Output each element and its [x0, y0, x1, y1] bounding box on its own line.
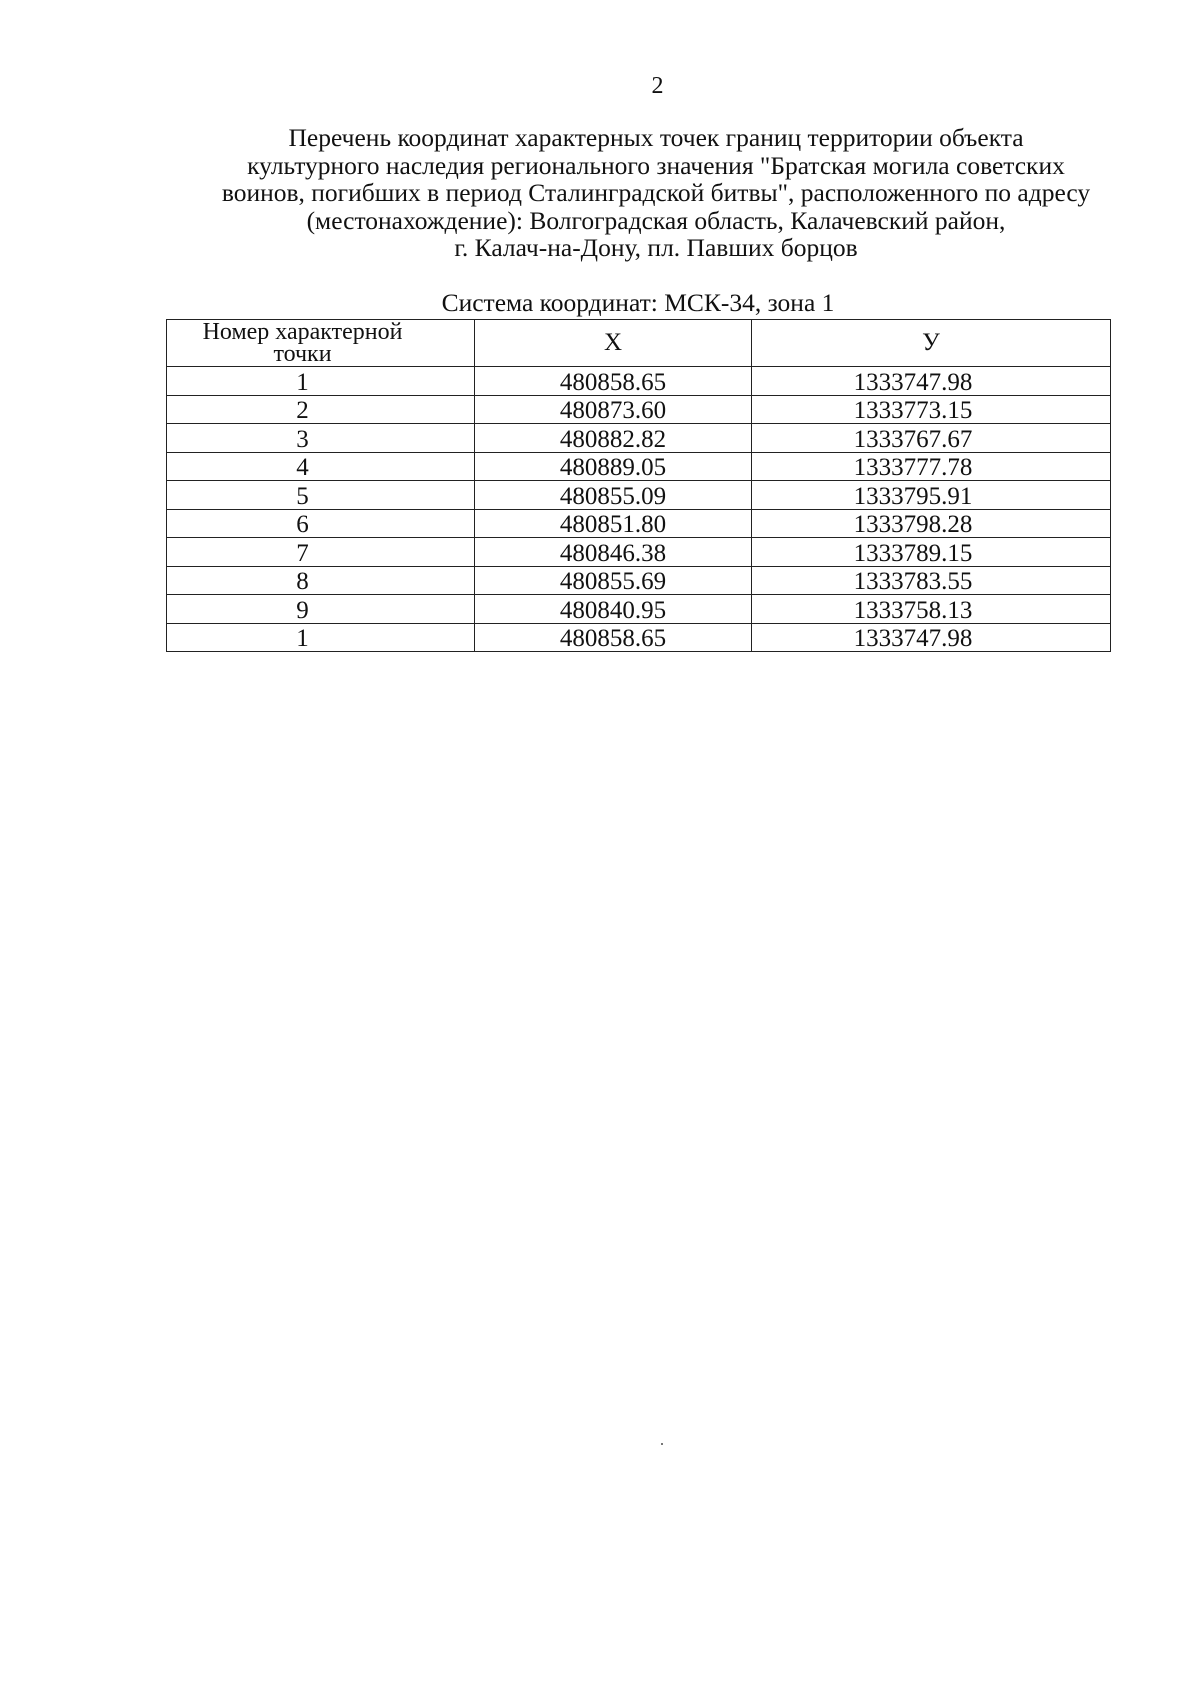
cell-y: 1333773.15 [752, 395, 1111, 424]
cell-y: 1333747.98 [752, 367, 1111, 396]
header-point-number [167, 320, 475, 367]
coordinates-table [166, 319, 1111, 652]
table-row [167, 481, 1111, 510]
table-row [167, 595, 1111, 624]
header-point-number-line2: точки [273, 341, 332, 367]
cell-y: 1333747.98 [752, 623, 1111, 652]
cell-x: 480873.60 [475, 395, 752, 424]
scan-speck [661, 1443, 663, 1445]
document-title [150, 124, 1162, 262]
cell-x: 480858.65 [475, 367, 752, 396]
header-y: У [752, 320, 1111, 367]
cell-y: 1333795.91 [752, 481, 1111, 510]
title-line: культурного наследия регионального значения "Братская могила советских [247, 150, 1065, 180]
cell-x: 480855.69 [475, 566, 752, 595]
cell-x: 480882.82 [475, 424, 752, 453]
table-row [167, 509, 1111, 538]
cell-y: 1333798.28 [752, 509, 1111, 538]
table-row [167, 395, 1111, 424]
cell-point-number: 5 [167, 481, 475, 510]
table-row [167, 367, 1111, 396]
table-row [167, 623, 1111, 652]
cell-y: 1333777.78 [752, 452, 1111, 481]
cell-point-number: 4 [167, 452, 475, 481]
cell-x: 480846.38 [475, 538, 752, 567]
coordinate-system-caption: Система координат: МСК-34, зона 1 [441, 288, 835, 317]
title-line: г. Калач-на-Дону, пл. Павших борцов [454, 233, 858, 262]
page-number: 2 [651, 73, 664, 99]
table-row [167, 566, 1111, 595]
cell-x: 480858.65 [475, 623, 752, 652]
table-row [167, 452, 1111, 481]
header-point-number-line1: Номер характерной [202, 319, 403, 345]
title-line: (местонахождение): Волгоградская область, Калачевский район, [306, 205, 1006, 235]
cell-point-number: 8 [167, 566, 475, 595]
title-line: Перечень координат характерных точек границ территории объекта [288, 123, 1024, 152]
cell-x: 480855.09 [475, 481, 752, 510]
table-row [167, 424, 1111, 453]
title-line: воинов, погибших в период Сталинградской битвы", расположенного по адресу [221, 178, 1091, 207]
cell-point-number: 9 [167, 595, 475, 624]
cell-point-number: 1 [167, 367, 475, 396]
cell-y: 1333758.13 [752, 595, 1111, 624]
cell-x: 480851.80 [475, 509, 752, 538]
cell-point-number: 1 [167, 623, 475, 652]
cell-y: 1333767.67 [752, 424, 1111, 453]
cell-y: 1333789.15 [752, 538, 1111, 567]
table-row [167, 538, 1111, 567]
cell-point-number: 6 [167, 509, 475, 538]
cell-x: 480889.05 [475, 452, 752, 481]
header-x: X [475, 320, 752, 367]
table-header-row [167, 320, 1111, 367]
cell-x: 480840.95 [475, 595, 752, 624]
cell-point-number: 7 [167, 538, 475, 567]
cell-point-number: 2 [167, 395, 475, 424]
cell-point-number: 3 [167, 424, 475, 453]
cell-y: 1333783.55 [752, 566, 1111, 595]
